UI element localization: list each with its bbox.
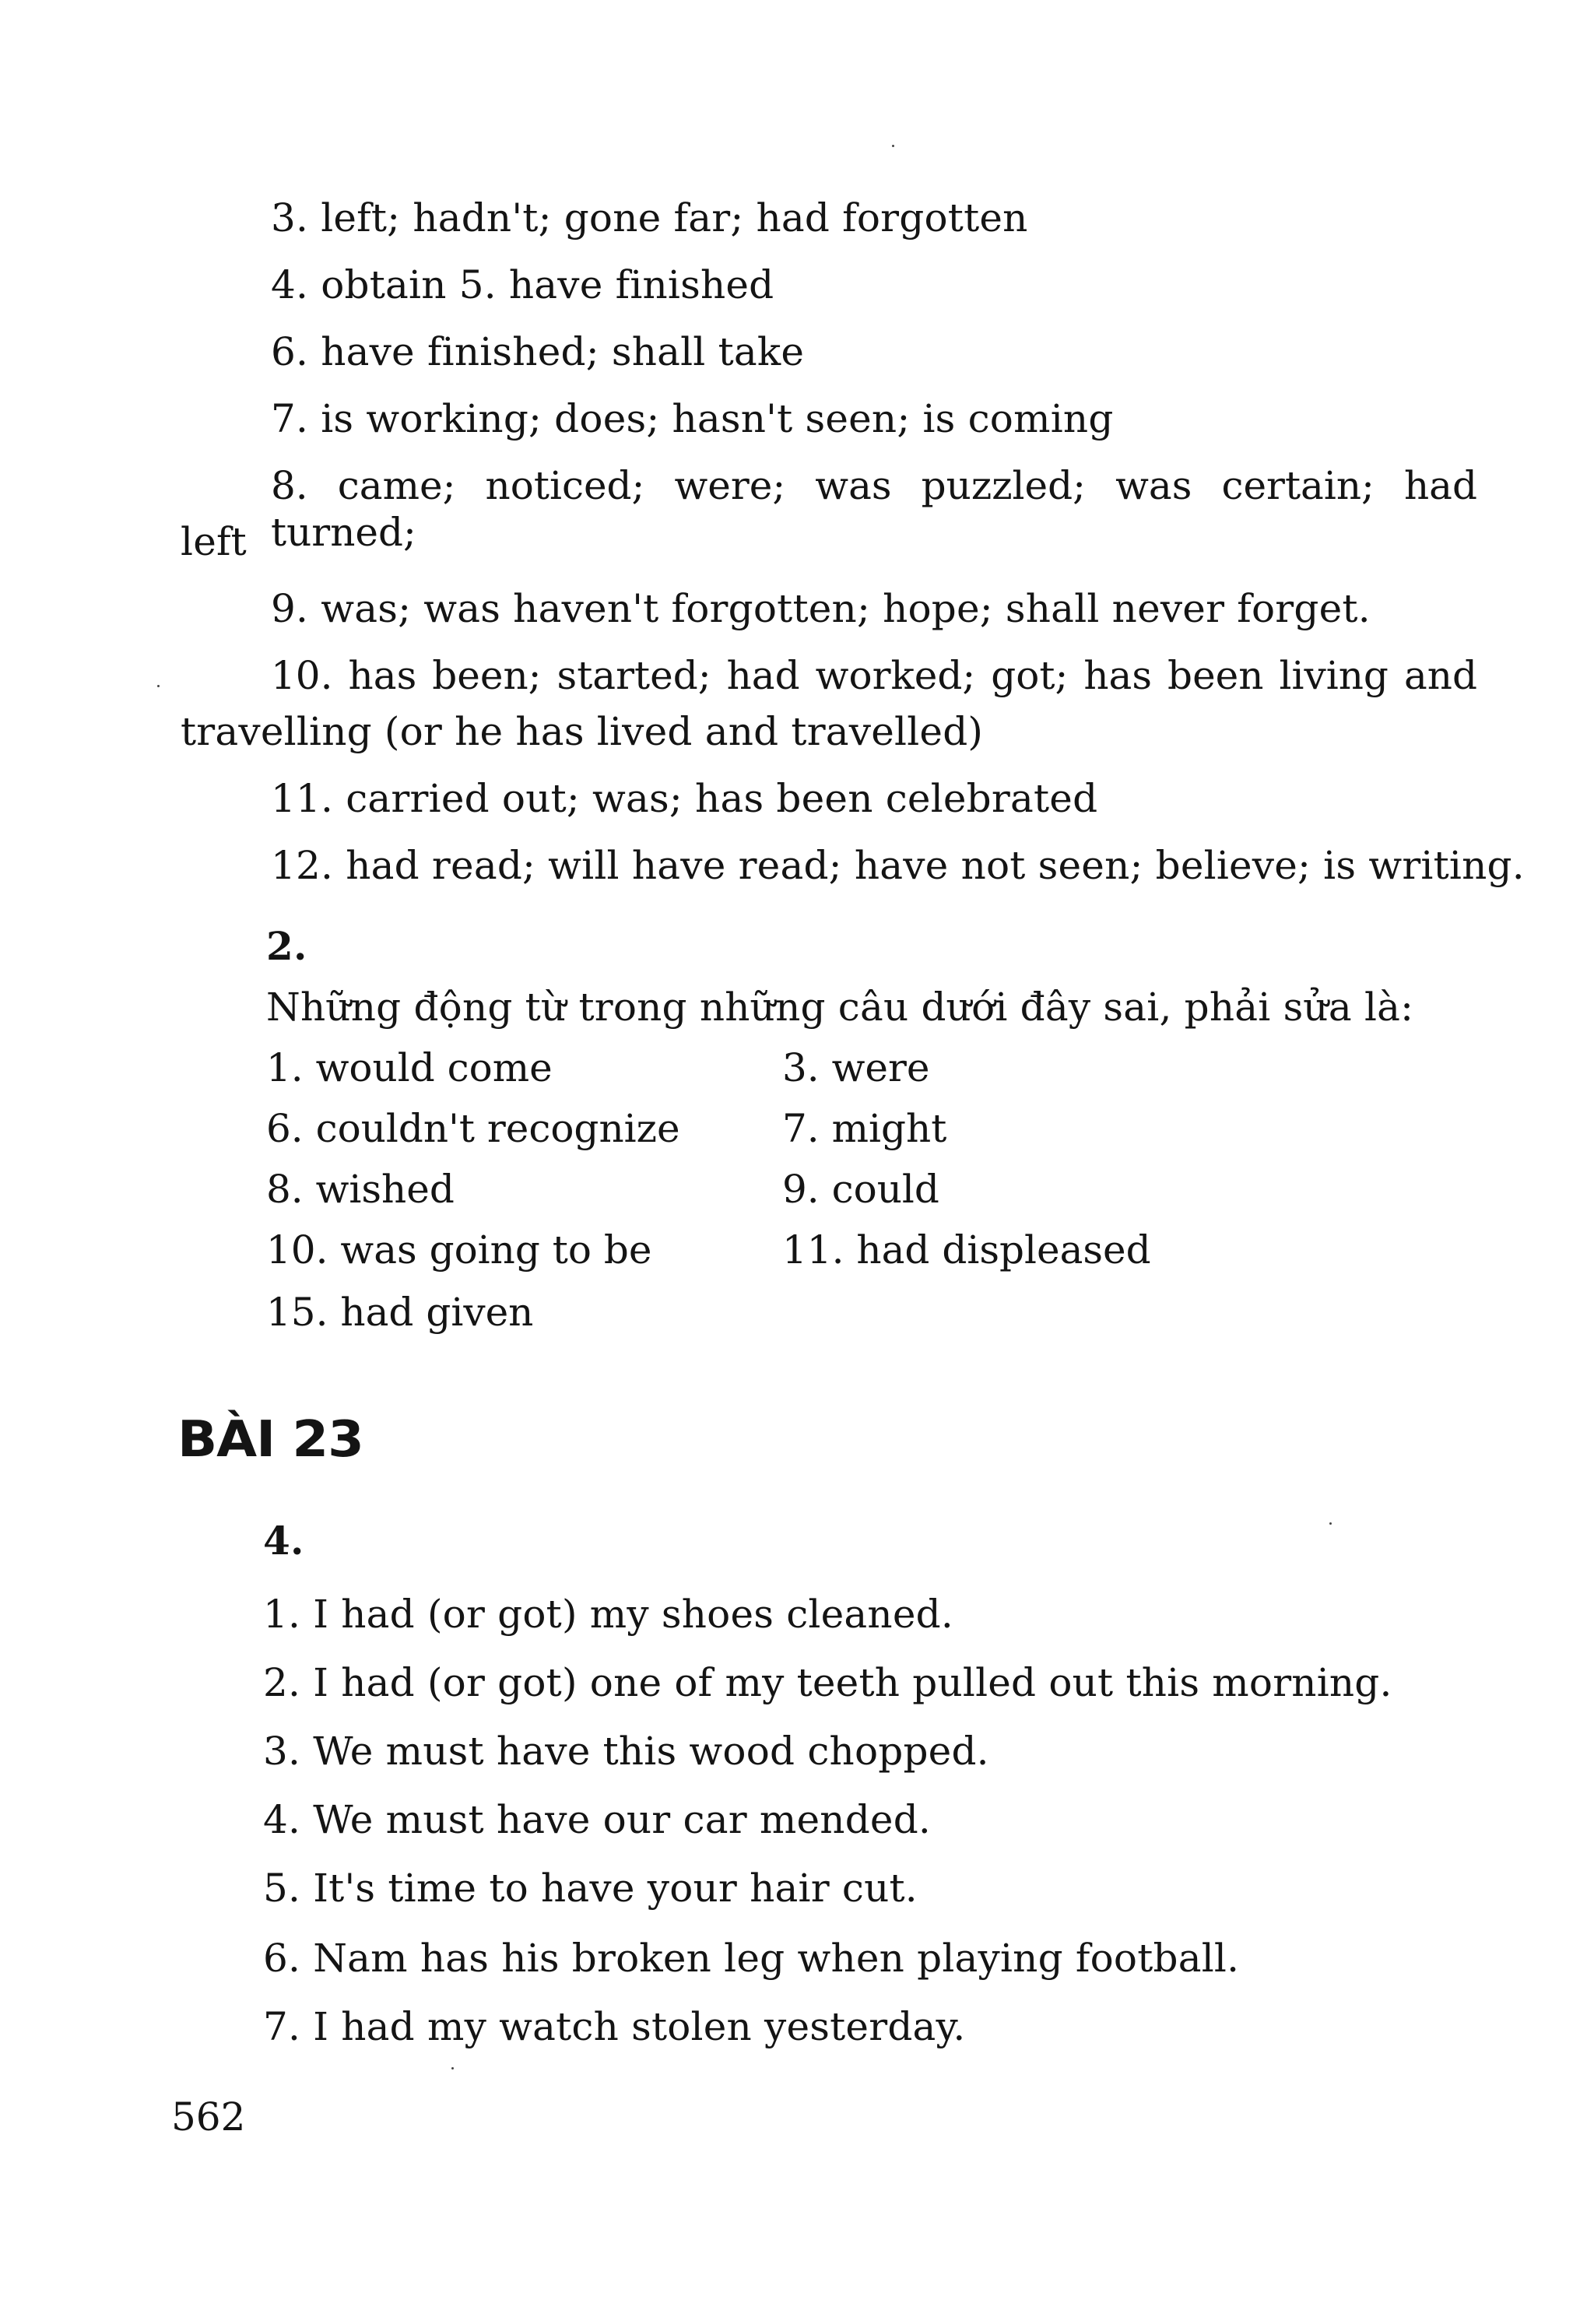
scan-speck [157, 685, 160, 687]
scan-speck [1329, 1522, 1332, 1525]
answer-line-10-continuation: travelling (or he has lived and travelled) [181, 709, 984, 754]
exercise-item-4: 4. We must have our car mended. [263, 1797, 932, 1842]
scan-speck [451, 2067, 454, 2069]
answer-line-12: 12. had read; will have read; have not seen; believe; is writing. [271, 843, 1525, 888]
correction-right-4: 11. had displeased [782, 1227, 1151, 1273]
exercise-item-7: 7. I had my watch stolen yesterday. [263, 2004, 966, 2049]
answer-line-3: 3. left; hadn't; gone far; had forgotten [271, 195, 1028, 240]
answer-line-6: 6. have finished; shall take [271, 329, 805, 374]
section-2-intro: Những động từ trong những câu dưới đây sai, phải sửa là: [266, 985, 1414, 1030]
answer-line-8: 8. came; noticed; were; was puzzled; was certain; had turned; [271, 463, 1477, 555]
correction-left-1: 1. would come [266, 1045, 553, 1090]
correction-right-3: 9. could [782, 1167, 939, 1212]
exercise-4-number: 4. [263, 1518, 304, 1564]
exercise-item-5: 5. It's time to have your hair cut. [263, 1866, 918, 1911]
exercise-item-6: 6. Nam has his broken leg when playing football. [263, 1936, 1240, 1981]
exercise-item-2: 2. I had (or got) one of my teeth pulled out this morning. [263, 1660, 1392, 1705]
scan-speck [892, 145, 894, 147]
answer-line-7: 7. is working; does; hasn't seen; is coming [271, 396, 1114, 441]
exercise-item-1: 1. I had (or got) my shoes cleaned. [263, 1592, 953, 1637]
correction-left-3: 8. wished [266, 1167, 455, 1212]
correction-right-2: 7. might [782, 1106, 947, 1151]
page-number: 562 [171, 2094, 246, 2140]
exercise-item-3: 3. We must have this wood chopped. [263, 1729, 989, 1774]
answer-line-11: 11. carried out; was; has been celebrated [271, 776, 1098, 821]
correction-left-4: 10. was going to be [266, 1227, 652, 1273]
lesson-heading: BÀI 23 [177, 1411, 363, 1469]
answer-line-10: 10. has been; started; had worked; got; has been living and [271, 653, 1477, 698]
answer-line-4-5: 4. obtain 5. have finished [271, 262, 774, 307]
correction-right-1: 3. were [782, 1045, 930, 1090]
answer-line-9: 9. was; was haven't forgotten; hope; shall never forget. [271, 586, 1371, 631]
correction-left-5: 15. had given [266, 1290, 534, 1335]
answer-line-8-continuation: left [181, 519, 247, 564]
section-2-number: 2. [266, 923, 307, 969]
correction-left-2: 6. couldn't recognize [266, 1106, 680, 1151]
